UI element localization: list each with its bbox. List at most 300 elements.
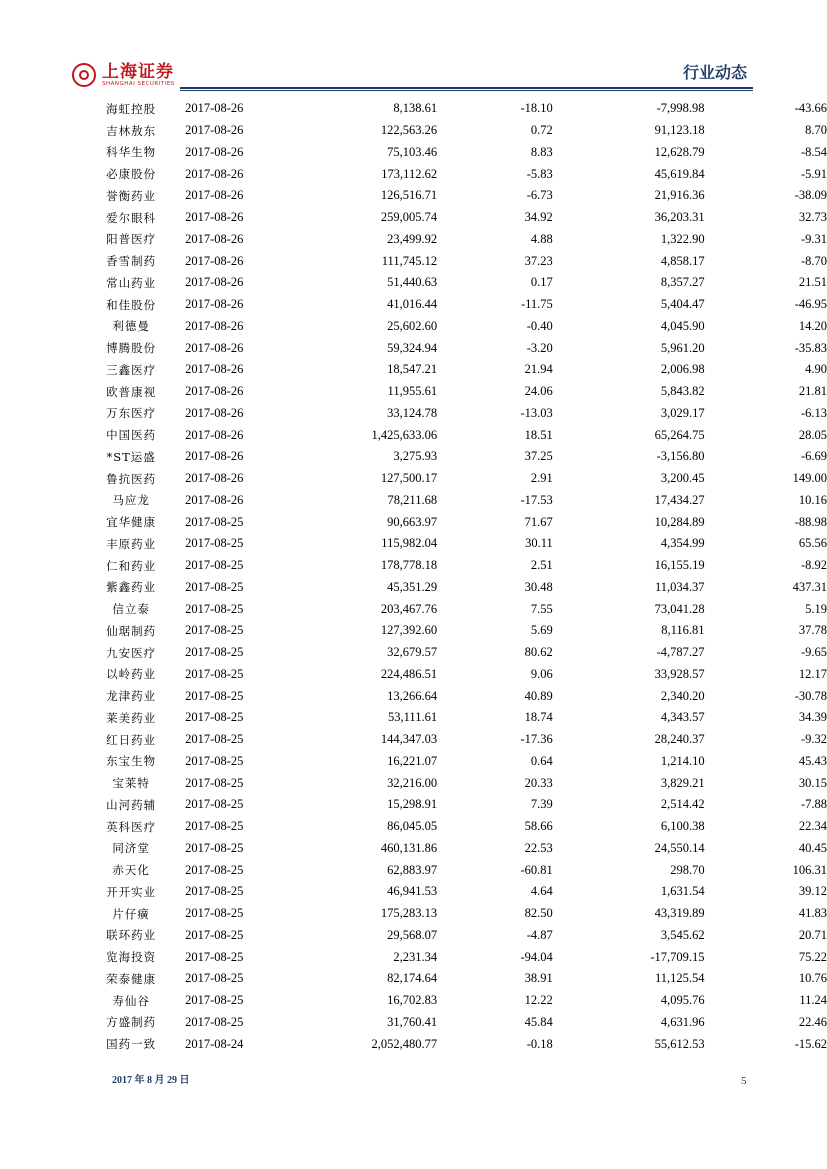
table-row [92, 359, 827, 381]
revenue-cell: 115,982.04 [381, 536, 438, 551]
report-date-cell: 2017-08-26 [185, 427, 244, 442]
net-profit-growth-cell: -5.91 [800, 166, 827, 181]
table-row [92, 185, 827, 207]
table-row [92, 533, 827, 555]
table-row [92, 316, 827, 338]
revenue-cell: 173,112.62 [381, 166, 438, 181]
revenue-cell: 2,231.34 [393, 949, 438, 964]
table-row [92, 555, 827, 577]
company-name-cell: 海虹控股 [106, 101, 157, 116]
revenue-growth-cell: 45.84 [524, 1014, 553, 1029]
company-name-cell: 英科医疗 [106, 819, 157, 834]
company-name-cell: 以岭药业 [106, 667, 157, 682]
logo-emblem-icon [72, 63, 96, 87]
revenue-growth-cell: -17.53 [520, 492, 553, 507]
table-row [92, 424, 827, 446]
revenue-growth-cell: 38.91 [524, 971, 553, 986]
net-profit-growth-cell: -9.32 [800, 732, 827, 747]
net-profit-growth-cell: 22.46 [798, 1014, 827, 1029]
net-profit-growth-cell: 10.76 [798, 971, 827, 986]
net-profit-cell: 21,916.36 [654, 188, 705, 203]
report-date-cell: 2017-08-26 [185, 275, 244, 290]
company-name-cell: 爱尔眼科 [106, 210, 157, 225]
report-date-cell: 2017-08-26 [185, 166, 244, 181]
net-profit-cell: 3,545.62 [660, 927, 705, 942]
company-name-cell: 国药一致 [106, 1037, 157, 1052]
table-row [92, 207, 827, 229]
table-row [92, 1012, 827, 1034]
revenue-cell: 122,563.26 [380, 123, 438, 138]
report-date-cell: 2017-08-25 [185, 927, 244, 942]
company-name-cell: 九安医疗 [106, 645, 157, 660]
table-row [92, 990, 827, 1012]
revenue-growth-cell: 0.64 [530, 753, 553, 768]
revenue-cell: 175,283.13 [380, 906, 438, 921]
revenue-cell: 127,392.60 [380, 623, 438, 638]
report-date-cell: 2017-08-25 [185, 601, 244, 616]
revenue-growth-cell: -18.10 [520, 101, 553, 116]
report-date-cell: 2017-08-25 [185, 688, 244, 703]
net-profit-growth-cell: 14.20 [798, 318, 827, 333]
company-name-cell: 马应龙 [112, 493, 150, 508]
revenue-cell: 16,221.07 [387, 753, 438, 768]
net-profit-growth-cell: 39.12 [798, 884, 827, 899]
table-row [92, 142, 827, 164]
revenue-growth-cell: 34.92 [524, 210, 553, 225]
revenue-growth-cell: 0.72 [530, 123, 553, 138]
revenue-growth-cell: 37.23 [524, 253, 553, 268]
report-date-cell: 2017-08-25 [185, 840, 244, 855]
net-profit-cell: 3,829.21 [660, 775, 705, 790]
company-name-cell: 必康股份 [106, 167, 157, 182]
company-name-cell: 开开实业 [106, 884, 157, 899]
revenue-cell: 90,663.97 [387, 514, 438, 529]
revenue-growth-cell: 58.66 [524, 819, 553, 834]
report-date-cell: 2017-08-25 [185, 753, 244, 768]
net-profit-cell: 43,319.89 [654, 906, 705, 921]
revenue-growth-cell: 4.64 [530, 884, 553, 899]
earnings-table-body [92, 98, 827, 1055]
table-row [92, 1033, 827, 1055]
logo-english-name: SHANGHAI SECURITIES [102, 80, 175, 87]
revenue-cell: 45,351.29 [387, 579, 438, 594]
revenue-cell: 1,425,633.06 [371, 427, 438, 442]
shanghai-securities-logo [72, 60, 175, 90]
revenue-cell: 13,266.64 [387, 688, 438, 703]
report-date-cell: 2017-08-25 [185, 797, 244, 812]
net-profit-growth-cell: 10.16 [798, 492, 827, 507]
report-date-cell: 2017-08-26 [185, 231, 244, 246]
net-profit-growth-cell: 40.45 [798, 840, 827, 855]
report-date-cell: 2017-08-26 [185, 101, 244, 116]
company-name-cell: 三鑫医疗 [106, 362, 157, 377]
net-profit-growth-cell: -43.66 [794, 101, 827, 116]
net-profit-growth-cell: -8.70 [800, 253, 827, 268]
report-date-cell: 2017-08-25 [185, 645, 244, 660]
report-date-cell: 2017-08-25 [185, 623, 244, 638]
company-name-cell: 吉林敖东 [106, 123, 157, 138]
net-profit-cell: 5,961.20 [660, 340, 705, 355]
report-date-cell: 2017-08-26 [185, 449, 244, 464]
table-row [92, 968, 827, 990]
revenue-growth-cell: -17.36 [520, 732, 553, 747]
revenue-growth-cell: 80.62 [524, 645, 553, 660]
revenue-growth-cell: 30.48 [524, 579, 553, 594]
net-profit-cell: 4,631.96 [660, 1014, 705, 1029]
report-date-cell: 2017-08-26 [185, 318, 244, 333]
revenue-growth-cell: -3.20 [526, 340, 553, 355]
company-name-cell: 红日药业 [106, 732, 157, 747]
net-profit-growth-cell: 106.31 [792, 862, 827, 877]
net-profit-cell: 4,343.57 [660, 710, 705, 725]
revenue-cell: 32,216.00 [387, 775, 438, 790]
table-row [92, 925, 827, 947]
revenue-growth-cell: 18.51 [524, 427, 553, 442]
company-name-cell: 东宝生物 [106, 754, 157, 769]
net-profit-cell: 1,631.54 [660, 884, 705, 899]
table-row [92, 120, 827, 142]
report-date-cell: 2017-08-25 [185, 884, 244, 899]
company-name-cell: 览海投资 [106, 950, 157, 965]
net-profit-cell: 11,125.54 [655, 971, 705, 986]
report-date-cell: 2017-08-26 [185, 405, 244, 420]
revenue-growth-cell: -0.18 [526, 1036, 553, 1051]
revenue-growth-cell: 82.50 [524, 906, 553, 921]
net-profit-cell: 11,034.37 [655, 579, 705, 594]
revenue-cell: 144,347.03 [380, 732, 438, 747]
net-profit-cell: 4,354.99 [660, 536, 705, 551]
table-row [92, 881, 827, 903]
company-name-cell: 莱美药业 [106, 710, 157, 725]
table-row [92, 838, 827, 860]
net-profit-cell: 2,340.20 [660, 688, 705, 703]
report-date-cell: 2017-08-25 [185, 536, 244, 551]
company-name-cell: 山河药辅 [106, 797, 157, 812]
report-date: 2017 年 8 月 29 日 [112, 1075, 190, 1086]
report-date-cell: 2017-08-25 [185, 862, 244, 877]
revenue-cell: 78,211.68 [387, 492, 438, 507]
net-profit-growth-cell: 45.43 [798, 753, 827, 768]
revenue-cell: 2,052,480.77 [371, 1036, 438, 1051]
net-profit-cell: -7,998.98 [656, 101, 705, 116]
company-name-cell: 和佳股份 [106, 297, 157, 312]
revenue-cell: 32,679.57 [387, 645, 438, 660]
net-profit-cell: 28,240.37 [654, 732, 705, 747]
report-date-cell: 2017-08-26 [185, 340, 244, 355]
revenue-growth-cell: -11.75 [520, 297, 553, 312]
revenue-cell: 41,016.44 [387, 297, 438, 312]
net-profit-growth-cell: 437.31 [792, 579, 827, 594]
revenue-growth-cell: 4.88 [530, 231, 553, 246]
report-date-cell: 2017-08-25 [185, 579, 244, 594]
report-date-cell: 2017-08-26 [185, 492, 244, 507]
company-name-cell: 欧普康视 [106, 384, 157, 399]
net-profit-growth-cell: -6.13 [800, 405, 827, 420]
revenue-cell: 8,138.61 [393, 101, 438, 116]
net-profit-cell: -4,787.27 [656, 645, 705, 660]
revenue-cell: 23,499.92 [387, 231, 438, 246]
company-name-cell: 香雪制药 [106, 254, 157, 269]
revenue-growth-cell: 9.06 [530, 666, 553, 681]
revenue-growth-cell: 7.55 [530, 601, 553, 616]
net-profit-cell: 16,155.19 [654, 558, 705, 573]
revenue-growth-cell: -94.04 [520, 949, 553, 964]
revenue-cell: 127,500.17 [380, 471, 438, 486]
revenue-cell: 82,174.64 [387, 971, 438, 986]
company-name-cell: 阳普医疗 [106, 232, 157, 247]
logo-chinese-name: 上海证券 [102, 61, 174, 82]
table-row [92, 294, 827, 316]
company-name-cell: 片仔癀 [112, 906, 150, 921]
header-divider-thin [180, 90, 753, 91]
revenue-cell: 75,103.46 [387, 144, 438, 159]
report-date-cell: 2017-08-26 [185, 297, 244, 312]
net-profit-cell: 4,045.90 [660, 318, 705, 333]
report-date-cell: 2017-08-25 [185, 732, 244, 747]
revenue-cell: 15,298.91 [387, 797, 438, 812]
net-profit-cell: 24,550.14 [654, 840, 705, 855]
net-profit-cell: 55,612.53 [654, 1036, 705, 1051]
net-profit-cell: 2,514.42 [660, 797, 705, 812]
net-profit-growth-cell: -88.98 [794, 514, 827, 529]
revenue-cell: 31,760.41 [387, 1014, 438, 1029]
company-name-cell: 博腾股份 [106, 341, 157, 356]
net-profit-cell: 8,357.27 [660, 275, 705, 290]
page-number: 5 [741, 1075, 747, 1087]
company-name-cell: 万东医疗 [106, 406, 157, 421]
report-date-cell: 2017-08-25 [185, 710, 244, 725]
revenue-growth-cell: 71.67 [524, 514, 553, 529]
company-name-cell: 方盛制药 [106, 1015, 157, 1030]
report-date-cell: 2017-08-26 [185, 188, 244, 203]
table-row [92, 946, 827, 968]
net-profit-growth-cell: 8.70 [805, 123, 827, 138]
table-row [92, 598, 827, 620]
report-date-cell: 2017-08-26 [185, 210, 244, 225]
net-profit-cell: 298.70 [670, 862, 705, 877]
revenue-cell: 126,516.71 [380, 188, 438, 203]
revenue-cell: 203,467.76 [380, 601, 438, 616]
revenue-cell: 460,131.86 [380, 840, 438, 855]
table-row [92, 707, 827, 729]
net-profit-growth-cell: -35.83 [794, 340, 827, 355]
net-profit-cell: -3,156.80 [656, 449, 705, 464]
table-row [92, 794, 827, 816]
net-profit-growth-cell: 75.22 [798, 949, 827, 964]
net-profit-growth-cell: 4.90 [805, 362, 827, 377]
report-date-cell: 2017-08-25 [185, 819, 244, 834]
net-profit-cell: 8,116.81 [661, 623, 705, 638]
net-profit-growth-cell: 21.51 [798, 275, 827, 290]
net-profit-cell: 73,041.28 [654, 601, 705, 616]
revenue-growth-cell: -6.73 [526, 188, 553, 203]
header-divider [180, 87, 753, 89]
revenue-cell: 25,602.60 [387, 318, 438, 333]
revenue-growth-cell: 2.91 [530, 471, 553, 486]
report-date-cell: 2017-08-26 [185, 144, 244, 159]
table-row [92, 511, 827, 533]
company-name-cell: 宜华健康 [106, 515, 157, 530]
net-profit-growth-cell: 34.39 [798, 710, 827, 725]
revenue-growth-cell: -13.03 [520, 405, 553, 420]
report-date-cell: 2017-08-24 [185, 1036, 244, 1051]
net-profit-cell: 3,029.17 [660, 405, 705, 420]
company-name-cell: *ST运盛 [106, 449, 156, 464]
net-profit-growth-cell: 5.19 [805, 601, 827, 616]
net-profit-cell: 91,123.18 [654, 123, 705, 138]
net-profit-cell: 5,404.47 [660, 297, 705, 312]
section-title: 行业动态 [682, 63, 747, 82]
company-name-cell: 科华生物 [106, 145, 157, 160]
revenue-cell: 3,275.93 [393, 449, 438, 464]
revenue-growth-cell: -60.81 [520, 862, 553, 877]
earnings-table [92, 98, 827, 1055]
revenue-growth-cell: -4.87 [526, 927, 553, 942]
report-date-cell: 2017-08-25 [185, 906, 244, 921]
revenue-cell: 51,440.63 [387, 275, 438, 290]
net-profit-growth-cell: -15.62 [794, 1036, 827, 1051]
net-profit-cell: 10,284.89 [654, 514, 705, 529]
table-row [92, 229, 827, 251]
table-row [92, 751, 827, 773]
table-row [92, 381, 827, 403]
revenue-growth-cell: 7.39 [530, 797, 553, 812]
company-name-cell: 中国医药 [106, 428, 157, 443]
table-row [92, 272, 827, 294]
revenue-cell: 53,111.61 [388, 710, 438, 725]
revenue-cell: 46,941.53 [387, 884, 438, 899]
revenue-growth-cell: 8.83 [530, 144, 553, 159]
net-profit-cell: 45,619.84 [654, 166, 705, 181]
net-profit-growth-cell: -46.95 [794, 297, 827, 312]
table-row [92, 250, 827, 272]
company-name-cell: 丰原药业 [106, 536, 157, 551]
report-date-cell: 2017-08-25 [185, 1014, 244, 1029]
company-name-cell: 信立泰 [112, 602, 150, 617]
report-date-cell: 2017-08-25 [185, 514, 244, 529]
company-name-cell: 鲁抗医药 [106, 471, 157, 486]
revenue-cell: 29,568.07 [387, 927, 438, 942]
table-row [92, 816, 827, 838]
net-profit-cell: -17,709.15 [650, 949, 705, 964]
net-profit-cell: 36,203.31 [654, 210, 705, 225]
revenue-growth-cell: 5.69 [530, 623, 553, 638]
table-row [92, 729, 827, 751]
company-name-cell: 常山药业 [106, 275, 157, 290]
net-profit-growth-cell: 21.81 [798, 384, 827, 399]
table-row [92, 903, 827, 925]
revenue-cell: 259,005.74 [380, 210, 438, 225]
revenue-growth-cell: 22.53 [524, 840, 553, 855]
revenue-growth-cell: 20.33 [524, 775, 553, 790]
revenue-growth-cell: -0.40 [526, 318, 553, 333]
company-name-cell: 荣泰健康 [106, 971, 157, 986]
net-profit-growth-cell: 12.17 [798, 666, 827, 681]
company-name-cell: 仙琚制药 [106, 623, 157, 638]
report-date-cell: 2017-08-25 [185, 666, 244, 681]
table-row [92, 446, 827, 468]
report-date-cell: 2017-08-25 [185, 949, 244, 964]
net-profit-growth-cell: 65.56 [798, 536, 827, 551]
report-date-cell: 2017-08-25 [185, 775, 244, 790]
revenue-growth-cell: 2.51 [530, 558, 553, 573]
company-name-cell: 同济堂 [112, 841, 150, 856]
net-profit-cell: 1,214.10 [660, 753, 705, 768]
revenue-growth-cell: 21.94 [524, 362, 553, 377]
report-date-cell: 2017-08-25 [185, 993, 244, 1008]
net-profit-cell: 6,100.38 [660, 819, 705, 834]
company-name-cell: 仁和药业 [106, 558, 157, 573]
revenue-cell: 59,324.94 [387, 340, 438, 355]
net-profit-growth-cell: -6.69 [800, 449, 827, 464]
report-date-cell: 2017-08-26 [185, 471, 244, 486]
table-row [92, 337, 827, 359]
table-row [92, 664, 827, 686]
company-name-cell: 寿仙谷 [112, 993, 150, 1008]
company-name-cell: 联环药业 [106, 928, 157, 943]
net-profit-growth-cell: 41.83 [798, 906, 827, 921]
revenue-cell: 224,486.51 [380, 666, 438, 681]
net-profit-growth-cell: 32.73 [798, 210, 827, 225]
net-profit-growth-cell: 20.71 [798, 927, 827, 942]
net-profit-cell: 2,006.98 [660, 362, 705, 377]
table-row [92, 403, 827, 425]
net-profit-cell: 33,928.57 [654, 666, 705, 681]
table-row [92, 859, 827, 881]
net-profit-cell: 1,322.90 [660, 231, 705, 246]
company-name-cell: 利德曼 [112, 319, 150, 334]
revenue-cell: 11,955.61 [387, 384, 438, 399]
net-profit-cell: 17,434.27 [654, 492, 705, 507]
net-profit-growth-cell: 22.34 [798, 819, 827, 834]
table-row [92, 163, 827, 185]
revenue-cell: 62,883.97 [387, 862, 438, 877]
table-row [92, 772, 827, 794]
revenue-cell: 86,045.05 [387, 819, 438, 834]
net-profit-growth-cell: -9.31 [800, 231, 827, 246]
revenue-growth-cell: 37.25 [524, 449, 553, 464]
revenue-cell: 18,547.21 [387, 362, 438, 377]
net-profit-cell: 65,264.75 [654, 427, 705, 442]
table-row [92, 620, 827, 642]
net-profit-growth-cell: 37.78 [798, 623, 827, 638]
net-profit-growth-cell: -30.78 [794, 688, 827, 703]
revenue-growth-cell: 24.06 [524, 384, 553, 399]
net-profit-growth-cell: -8.54 [800, 144, 827, 159]
revenue-cell: 33,124.78 [387, 405, 438, 420]
table-row [92, 490, 827, 512]
table-row [92, 685, 827, 707]
net-profit-cell: 3,200.45 [660, 471, 705, 486]
net-profit-cell: 4,858.17 [660, 253, 705, 268]
company-name-cell: 赤天化 [112, 863, 150, 878]
table-row [92, 642, 827, 664]
company-name-cell: 龙津药业 [106, 689, 157, 704]
report-date-cell: 2017-08-26 [185, 253, 244, 268]
revenue-cell: 16,702.83 [387, 993, 438, 1008]
net-profit-growth-cell: 28.05 [798, 427, 827, 442]
revenue-cell: 111,745.12 [381, 253, 438, 268]
net-profit-growth-cell: -7.88 [800, 797, 827, 812]
table-row [92, 98, 827, 120]
net-profit-cell: 5,843.82 [660, 384, 705, 399]
revenue-growth-cell: -5.83 [526, 166, 553, 181]
net-profit-growth-cell: 11.24 [799, 993, 827, 1008]
net-profit-cell: 12,628.79 [654, 144, 705, 159]
table-row [92, 577, 827, 599]
report-date-cell: 2017-08-25 [185, 971, 244, 986]
revenue-growth-cell: 0.17 [530, 275, 553, 290]
